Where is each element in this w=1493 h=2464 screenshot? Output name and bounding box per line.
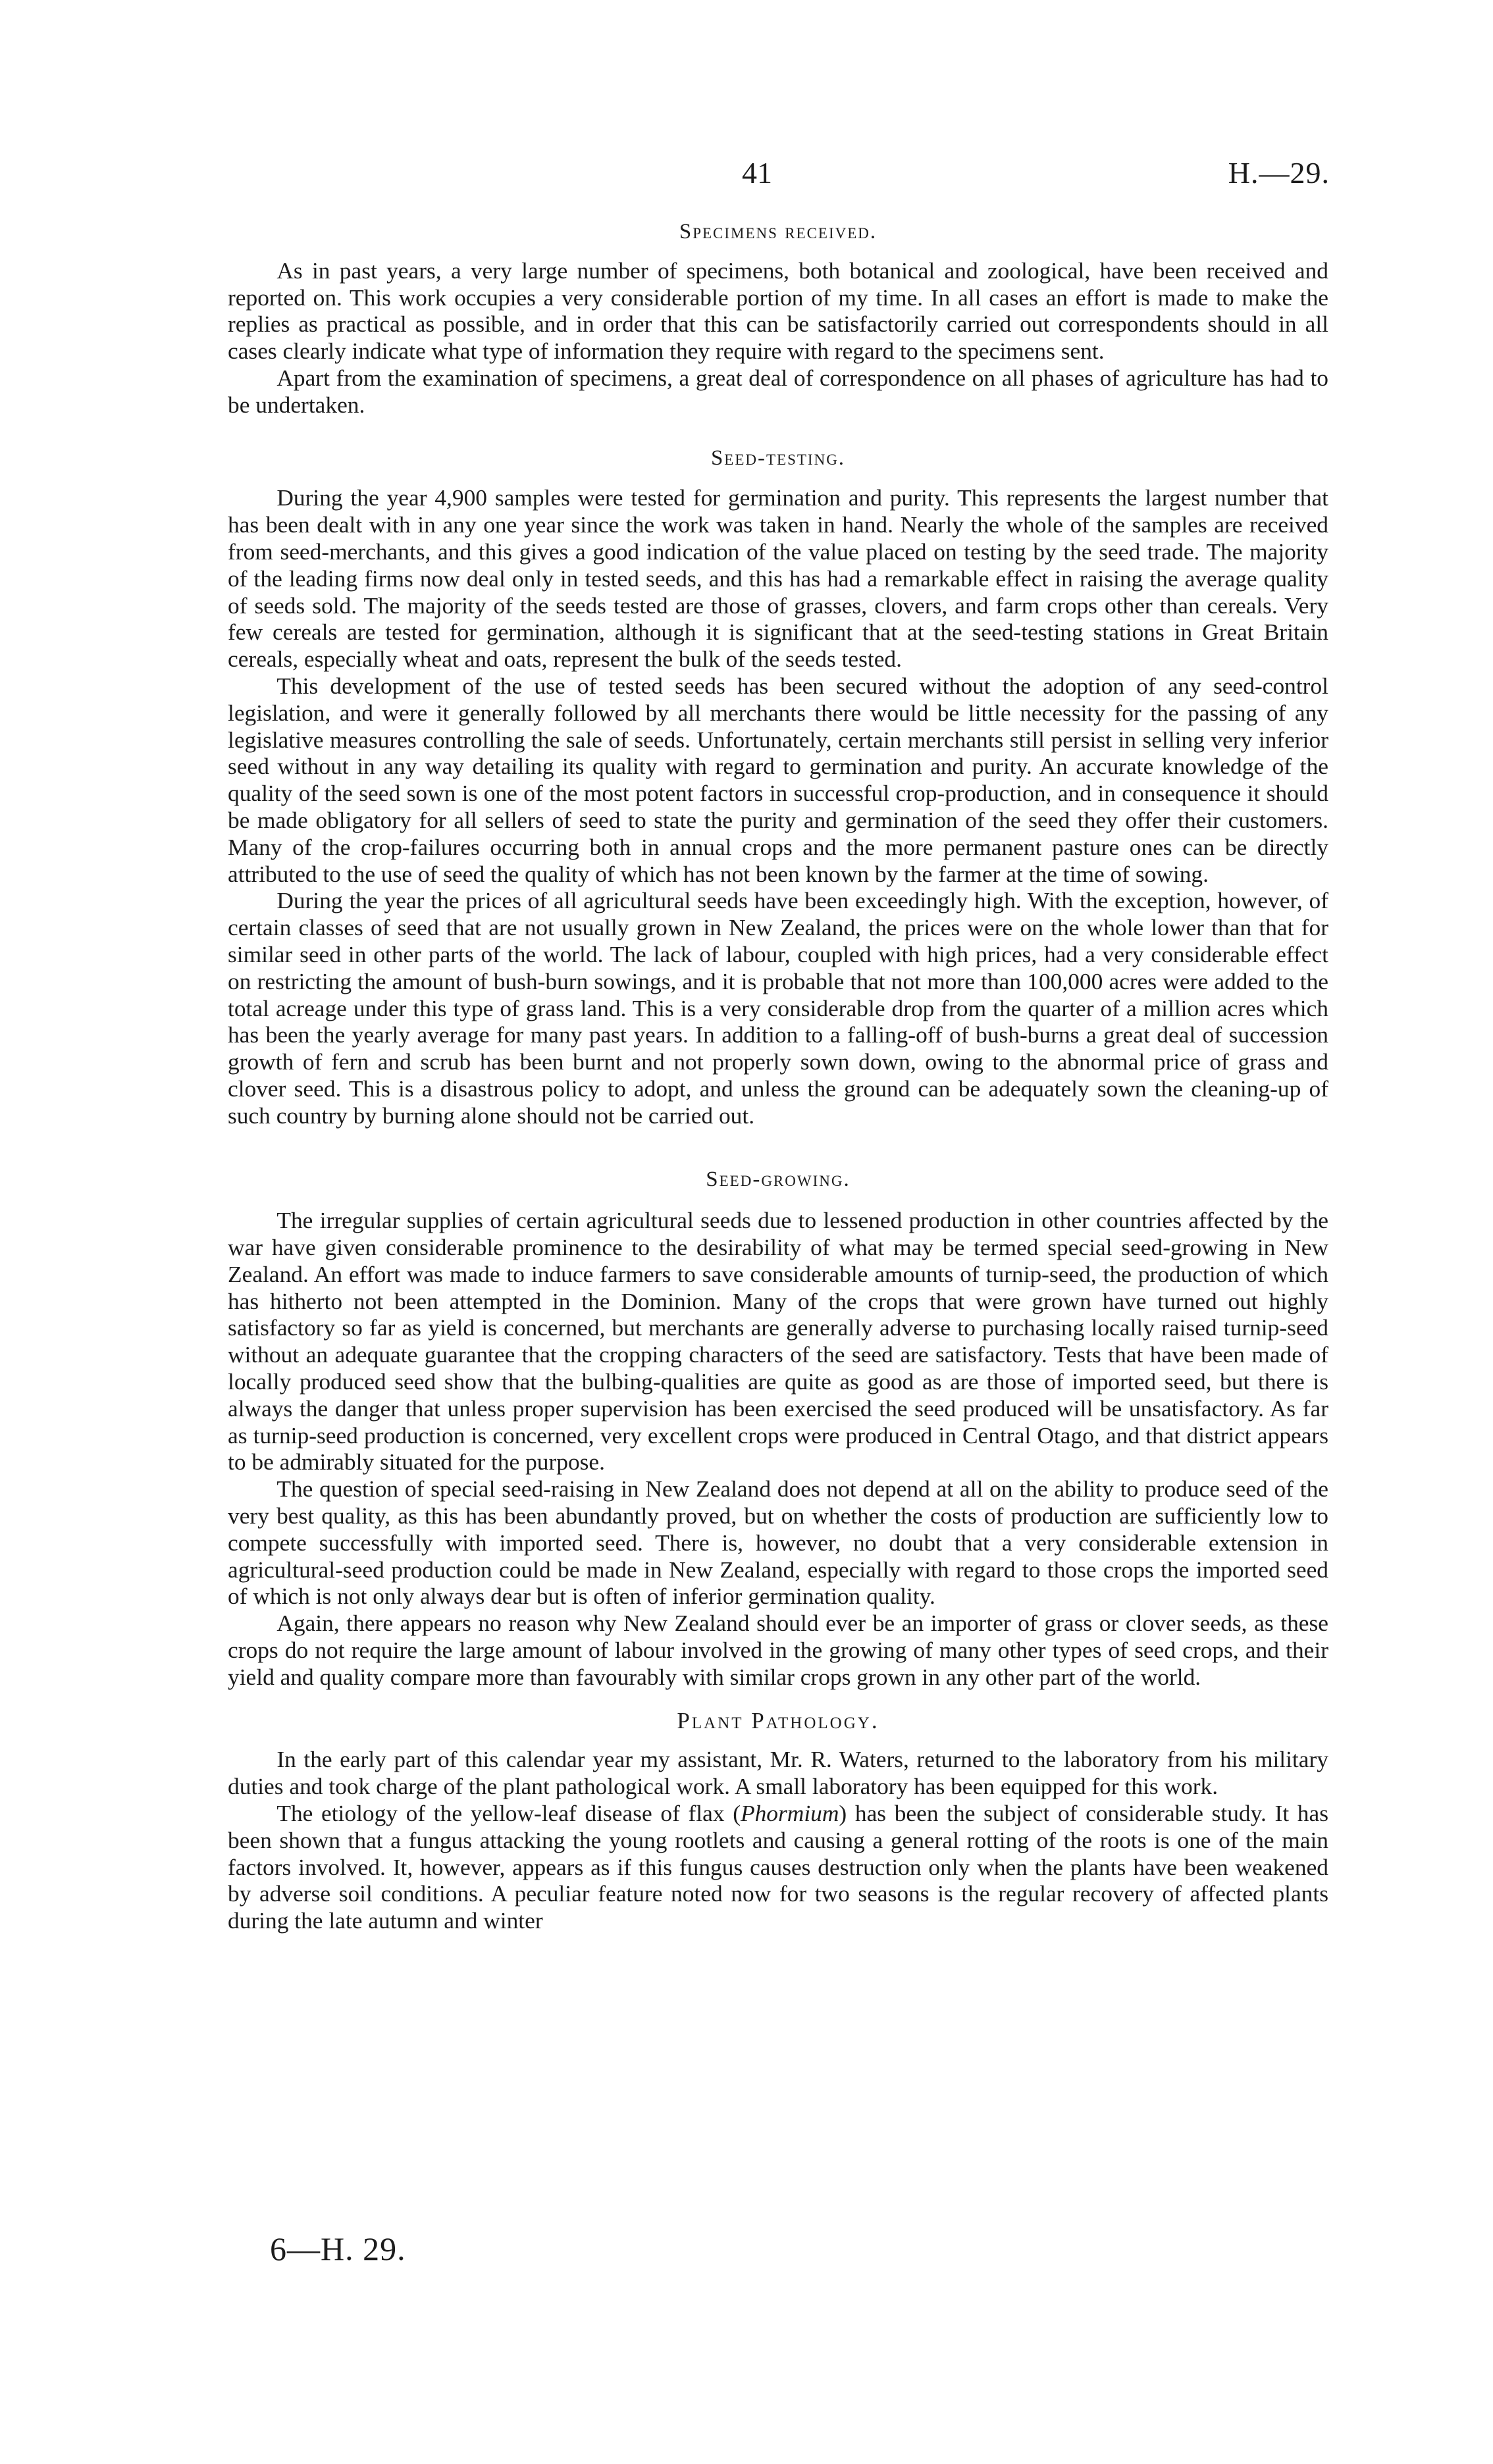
paragraph: In the early part of this calendar year my assistant, Mr. R. Waters, returned to the laboratory from his military duties and took charge of the plant pathological work. A small laboratory has been equipped for this work. xyxy=(228,1746,1328,1800)
heading-seed-growing: Seed-growing. xyxy=(706,1167,851,1191)
paragraph: Apart from the examination of specimens, a great deal of correspondence on all phases of agriculture has had to be undertaken. xyxy=(228,364,1328,418)
paragraph-flax xyxy=(228,1800,1328,1934)
heading-seed-testing: Seed-testing. xyxy=(710,446,846,470)
body-text xyxy=(228,218,1328,1934)
heading-plant-pathology: Plant Pathology. xyxy=(677,1707,879,1733)
paragraph: The irregular supplies of certain agricultural seeds due to lessened production in other countries affected by the war have given considerable prominence to the desirability of what may be termed special seed-growing in New Zealand. An effort was made to induce farmers to save considerable amounts of turnip-seed, the production of which has hitherto not been attempted in the Dominion. Many of the crops that were grown have turned out highly satisfactory so far as yield is concerned, but merchants are generally adverse to purchasing locally raised turnip-seed without an adequate guarantee that the cropping characters of the seed are satisfactory. Tests that have been made of locally produced seed show that the bulbing-qualities are quite as good as are those of imported seed, but there is always the danger that unless proper supervision has been exercised the seed produced will be unsatisfactory. As far as turnip-seed production is concerned, very excellent crops were produced in Central Otago, and that district appears to be admirably situated for the purpose. xyxy=(228,1207,1328,1476)
flax-text-before: The etiology of the yellow-leaf disease of flax ( xyxy=(276,1800,741,1827)
paragraph: During the year the prices of all agricultural seeds have been exceedingly high. With the exception, however, of certain classes of seed that are not usually grown in New Zealand, the prices were on the whole lower than that for similar seed in other parts of the world. The lack of labour, coupled with high prices, had a very considerable effect on restricting the amount of bush-burn sowings, and it is probable that not more than 100,000 acres were added to the total acreage under this type of grass land. This is a very considerable drop from the quarter of a million acres which has been the yearly average for many past years. In addition to a falling-off of bush-burns a great deal of succession growth of fern and scrub has been burnt and not properly sown down, owing to the abnormal price of grass and clover seed. This is a disastrous policy to adopt, and unless the ground can be adequately sown the cleaning-up of such country by burning alone should not be carried out. xyxy=(228,887,1328,1129)
heading-specimens-received: Specimens received. xyxy=(679,220,877,244)
flax-text-after: ) has been the subject of considerable study. It has been shown that a fungus attacking the young rootlets and causing a general rotting of the roots is one of the main factors involved. It, however, appears as if this fungus causes destruction only when the plants have been weakened by adverse soil conditions. A peculiar feature noted now for two seasons is the regular recovery of affected plants during the late autumn and winter xyxy=(228,1800,1328,1934)
page-number: 41 xyxy=(742,156,772,190)
paragraph: The question of special seed-raising in New Zealand does not depend at all on the ability to produce seed of the very best quality, as this has been abundantly proved, but on whether the costs of production are sufficiently low to compete successfully with imported seed. There is, however, no doubt that a very considerable extension in agricultural-seed production could be made in New Zealand, especially with regard to those crops the imported seed of which is not only always dear but is often of inferior germination quality. xyxy=(228,1476,1328,1610)
page-footer-signature: 6—H. 29. xyxy=(270,2230,406,2267)
paragraph: This development of the use of tested seeds has been secured without the adoption of any seed-control legislation, and were it generally followed by all merchants there would be little necessity for the passing of any legislative measures controlling the sale of seeds. Unfortunately, certain merchants still persist in selling very inferior seed without in any way detailing its quality with regard to germination and purity. An accurate knowledge of the quality of the seed sown is one of the most potent factors in successful crop-production, and in consequence it should be made obligatory for all sellers of seed to state the purity and germination of the seed they offer their customers. Many of the crop-failures occurring both in annual crops and the more permanent pasture ones can be directly attributed to the use of seed the quality of which has not been known by the farmer at the time of sowing. xyxy=(228,672,1328,887)
paragraph: Again, there appears no reason why New Zealand should ever be an importer of grass or clover seeds, as these crops do not require the large amount of labour involved in the growing of many other types of seed crops, and their yield and quality compare more than favourably with similar crops grown in any other part of the world. xyxy=(228,1610,1328,1690)
paragraph: During the year 4,900 samples were tested for germination and purity. This represents the largest number that has been dealt with in any one year since the work was taken in hand. Nearly the whole of the samples are received from seed-merchants, and this gives a good indication of the value placed on testing by the seed trade. The majority of the leading firms now deal only in tested seeds, and this has had a remarkable effect in raising the average quality of seeds sold. The majority of the seeds tested are those of grasses, clovers, and farm crops other than cereals. Very few cereals are tested for germination, although it is significant that at the seed-testing stations in Great Britain cereals, especially wheat and oats, represent the bulk of the seeds tested. xyxy=(228,484,1328,673)
flax-genus-italic: Phormium xyxy=(740,1800,839,1827)
report-reference: H.—29. xyxy=(1228,156,1330,190)
paragraph: As in past years, a very large number of specimens, both botanical and zoological, have been received and reported on. This work occupies a very considerable portion of my time. In all cases an effort is made to make the replies as practical as possible, and in order that this can be satisfactorily carried out correspondents should in all cases clearly indicate what type of information they require with regard to the specimens sent. xyxy=(228,257,1328,365)
